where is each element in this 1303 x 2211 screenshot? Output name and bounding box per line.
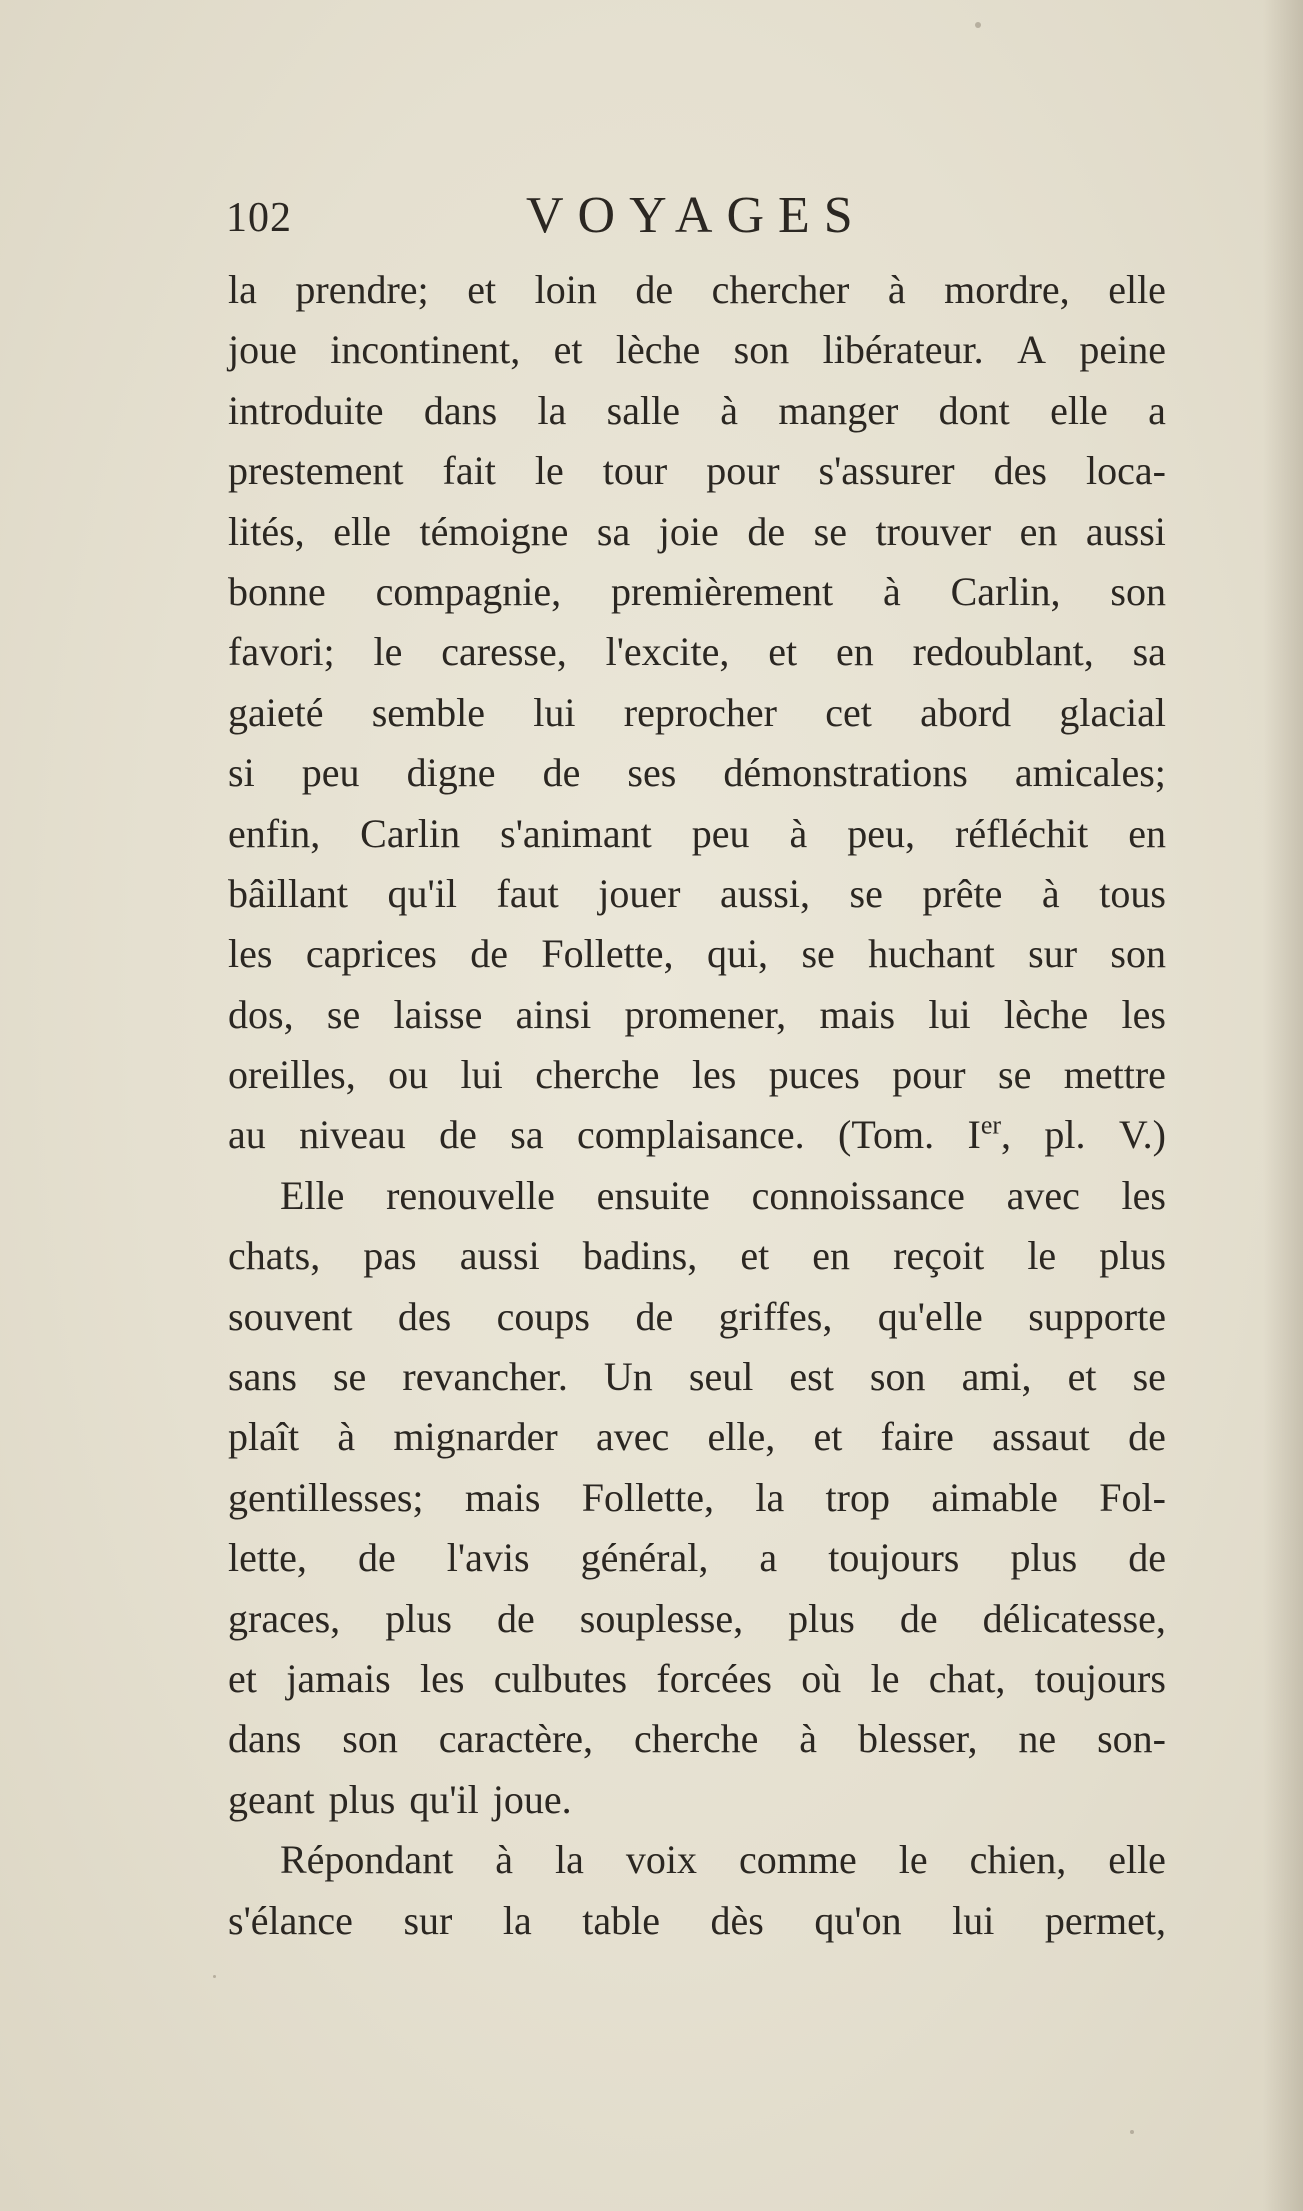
word: Follette, xyxy=(541,931,674,977)
word: dos, xyxy=(228,991,294,1037)
text-line xyxy=(228,1709,1166,1769)
word: digne xyxy=(406,750,496,796)
word: dont xyxy=(938,387,1010,433)
word: elle, xyxy=(707,1414,776,1460)
text-line xyxy=(228,502,1166,562)
word: démonstrations xyxy=(723,750,968,796)
text-line xyxy=(228,985,1166,1045)
text-line xyxy=(228,864,1166,924)
word: pour xyxy=(892,1052,966,1098)
word: chien, xyxy=(969,1837,1067,1883)
word: se xyxy=(1132,1354,1166,1400)
word: jouer xyxy=(598,870,681,916)
word: Follette, xyxy=(581,1474,714,1520)
word: délicatesse, xyxy=(982,1595,1166,1641)
word: et xyxy=(553,327,583,373)
word: table xyxy=(582,1897,660,1943)
word: reçoit xyxy=(893,1233,985,1279)
word: niveau xyxy=(299,1112,406,1158)
word: introduite xyxy=(228,387,384,433)
word: voix xyxy=(625,1837,698,1883)
word: en xyxy=(1128,810,1166,856)
text-line xyxy=(228,1770,1166,1830)
word: plaît xyxy=(228,1414,300,1460)
word: caprices xyxy=(305,931,437,977)
word: des xyxy=(993,448,1047,494)
word: la xyxy=(755,1474,785,1520)
word: s'élance xyxy=(228,1897,353,1943)
word: dans xyxy=(228,1716,302,1762)
word: qui, xyxy=(706,931,769,977)
text-line xyxy=(228,1830,1166,1890)
word: les xyxy=(1121,1172,1166,1218)
word: son xyxy=(1110,931,1166,977)
word: à xyxy=(337,1414,356,1460)
word: si xyxy=(228,750,255,796)
word: blesser, xyxy=(857,1716,978,1762)
word: bâillant xyxy=(228,870,348,916)
text-line xyxy=(228,381,1166,441)
word: sur xyxy=(403,1897,453,1943)
word: lèche xyxy=(1003,991,1089,1037)
word: qu'il xyxy=(409,1776,479,1822)
word: à xyxy=(887,267,906,312)
word: pas xyxy=(363,1233,417,1279)
word: Un xyxy=(603,1354,653,1400)
word: caresse, xyxy=(441,629,567,675)
text-line xyxy=(228,1045,1166,1105)
word: ainsi xyxy=(515,991,592,1037)
word: le xyxy=(870,1655,900,1701)
word: cet xyxy=(825,689,872,735)
word: sa xyxy=(510,1112,544,1158)
word: prendre; xyxy=(295,267,429,312)
word: sa xyxy=(1132,629,1166,675)
word: redoublant, xyxy=(912,629,1094,675)
word: pl. xyxy=(1044,1112,1086,1158)
word: bonne xyxy=(228,568,326,614)
word: dans xyxy=(423,387,498,433)
word: cherche xyxy=(535,1052,660,1098)
word: son xyxy=(733,327,790,373)
word: manger xyxy=(778,387,899,433)
word: le xyxy=(898,1837,928,1883)
word: son xyxy=(869,1354,926,1400)
word: l'excite, xyxy=(605,629,730,675)
word: la xyxy=(502,1897,532,1943)
word: fait xyxy=(442,448,496,494)
word: aimable xyxy=(931,1474,1058,1520)
word: forcées xyxy=(656,1655,772,1701)
word: ami, xyxy=(961,1354,1032,1400)
word: jamais xyxy=(286,1655,391,1701)
word: permet, xyxy=(1044,1897,1166,1943)
word: culbutes xyxy=(493,1655,628,1701)
word: toujours xyxy=(828,1535,960,1581)
text-line xyxy=(228,743,1166,803)
word: de xyxy=(470,931,508,977)
word: et xyxy=(768,629,798,675)
word: aussi xyxy=(459,1233,540,1279)
page-edge-shadow xyxy=(1263,0,1303,2211)
word: chats, xyxy=(228,1233,321,1279)
paper-speck xyxy=(1130,2130,1134,2134)
text-line xyxy=(228,320,1166,380)
word: son xyxy=(1110,568,1166,614)
word: badins, xyxy=(582,1233,698,1279)
word: abord xyxy=(920,689,1012,735)
word: aussi xyxy=(1085,508,1166,554)
word: supporte xyxy=(1028,1293,1166,1339)
text-line xyxy=(228,1226,1166,1286)
word: mordre, xyxy=(944,267,1070,312)
word: puces xyxy=(768,1052,860,1098)
word: à xyxy=(789,810,808,856)
word: souvent xyxy=(228,1293,353,1339)
word: et xyxy=(1067,1354,1097,1400)
word: de xyxy=(635,1293,674,1339)
word: où xyxy=(801,1655,842,1701)
word: promener, xyxy=(624,991,787,1037)
word: lette, xyxy=(228,1535,307,1581)
word: le xyxy=(373,629,403,675)
word: peu xyxy=(691,810,750,856)
word: de xyxy=(1128,1414,1166,1460)
word: trop xyxy=(825,1474,890,1520)
paper-speck xyxy=(975,22,981,28)
word: se xyxy=(998,1052,1032,1098)
word: trouver xyxy=(875,508,992,554)
word: est xyxy=(789,1354,834,1400)
word: elle xyxy=(1108,1837,1166,1883)
text-line xyxy=(228,441,1166,501)
word: se xyxy=(332,1354,367,1400)
word: incontinent, xyxy=(330,327,521,373)
word: se xyxy=(801,931,835,977)
text-line xyxy=(228,1347,1166,1407)
word: complaisance. xyxy=(576,1112,805,1158)
word: laisse xyxy=(393,991,483,1037)
word: de xyxy=(747,508,786,554)
word: joue xyxy=(228,327,297,373)
body-text xyxy=(228,260,1166,1951)
word: avec xyxy=(595,1414,670,1460)
word: huchant xyxy=(868,931,995,977)
text-line xyxy=(228,260,1166,320)
page-header xyxy=(226,186,1166,246)
word: a xyxy=(1148,387,1166,433)
word: prestement xyxy=(228,448,404,494)
text-line xyxy=(228,1528,1166,1588)
word: Ier, xyxy=(967,1111,1012,1158)
word: (Tom. xyxy=(838,1112,935,1158)
word: oreilles, xyxy=(228,1052,356,1098)
word: le xyxy=(1027,1233,1057,1279)
word: son- xyxy=(1097,1716,1166,1762)
word: des xyxy=(397,1293,452,1339)
word: son xyxy=(342,1716,398,1762)
word: Carlin, xyxy=(950,568,1061,614)
text-line xyxy=(228,683,1166,743)
text-line xyxy=(228,1589,1166,1649)
word: V.) xyxy=(1118,1112,1166,1158)
word: semble xyxy=(371,689,486,735)
word: mignarder xyxy=(393,1414,558,1460)
text-line xyxy=(228,1649,1166,1709)
word: lèche xyxy=(615,327,701,373)
word: souplesse, xyxy=(579,1595,744,1641)
text-line xyxy=(228,1287,1166,1347)
word: s'assurer xyxy=(818,448,955,494)
word: à xyxy=(720,387,739,433)
word: sa xyxy=(596,508,631,554)
word: peine xyxy=(1079,327,1166,373)
text-line xyxy=(228,924,1166,984)
word: A xyxy=(1017,327,1046,373)
word: elle xyxy=(333,508,391,554)
word: en xyxy=(1019,508,1058,554)
word: elle xyxy=(1108,267,1166,312)
word: peu, xyxy=(847,810,916,856)
word: qu'il xyxy=(387,870,457,916)
word: les xyxy=(228,931,273,977)
word: mais xyxy=(819,991,896,1037)
word: Carlin xyxy=(360,810,461,856)
text-line xyxy=(228,1891,1166,1951)
word: et xyxy=(813,1414,843,1460)
word: lui xyxy=(533,689,576,735)
word: sur xyxy=(1028,931,1078,977)
word: renouvelle xyxy=(386,1172,555,1218)
word: de xyxy=(439,1112,477,1158)
word: la xyxy=(555,1837,584,1883)
word: Elle xyxy=(280,1172,345,1218)
word: les xyxy=(1121,991,1166,1037)
word: salle xyxy=(606,387,680,433)
word: en xyxy=(836,629,874,675)
word: ou xyxy=(388,1052,429,1098)
text-line xyxy=(228,1166,1166,1226)
word: graces, xyxy=(228,1595,341,1641)
word: ses xyxy=(627,750,677,796)
paper-speck xyxy=(213,1975,216,1978)
word: tour xyxy=(602,448,668,494)
word: de xyxy=(899,1595,938,1641)
word: mettre xyxy=(1063,1052,1166,1098)
word: en xyxy=(812,1233,851,1279)
word: mais xyxy=(464,1474,541,1520)
word: l'avis xyxy=(446,1535,530,1581)
running-title: VOYAGES xyxy=(526,187,867,244)
word: ensuite xyxy=(596,1172,710,1218)
word: lités, xyxy=(228,508,305,554)
text-line xyxy=(228,1407,1166,1467)
word: se xyxy=(849,870,883,916)
word: caractère, xyxy=(438,1716,594,1762)
word: revancher. xyxy=(402,1354,568,1400)
word: connoissance xyxy=(751,1172,965,1218)
word: plus xyxy=(788,1595,855,1641)
word: réfléchit xyxy=(955,810,1089,856)
text-line xyxy=(228,1105,1166,1165)
word: à xyxy=(882,568,901,614)
word: général, xyxy=(580,1535,709,1581)
text-line xyxy=(228,562,1166,622)
word: libérateur. xyxy=(822,327,984,373)
word: ne xyxy=(1018,1716,1057,1762)
word: s'animant xyxy=(500,810,652,856)
word: à xyxy=(799,1716,818,1762)
word: à xyxy=(1041,870,1060,916)
word: lui xyxy=(460,1052,503,1098)
word: peu xyxy=(301,750,360,796)
word: dès xyxy=(710,1897,764,1943)
word: et xyxy=(467,267,497,312)
word: amicales; xyxy=(1014,750,1166,796)
word: plus xyxy=(1099,1233,1166,1279)
word: joue. xyxy=(492,1776,572,1822)
word: les xyxy=(419,1655,465,1701)
word: elle xyxy=(1050,387,1108,433)
text-line xyxy=(228,804,1166,864)
word: Répondant xyxy=(280,1837,454,1883)
word: plus xyxy=(385,1595,452,1641)
word: sans xyxy=(228,1354,297,1400)
word: a xyxy=(759,1535,778,1581)
word: se xyxy=(326,991,361,1037)
word: favori; xyxy=(228,629,335,675)
word: plus xyxy=(328,1776,396,1822)
word: lui xyxy=(952,1897,995,1943)
word: de xyxy=(496,1595,535,1641)
word: lui xyxy=(928,991,971,1037)
word: geant xyxy=(228,1776,315,1822)
word: les xyxy=(691,1052,737,1098)
text-line xyxy=(228,1468,1166,1528)
word: loin xyxy=(534,267,597,312)
word: se xyxy=(813,508,847,554)
word: de xyxy=(1128,1535,1166,1581)
word: chercher xyxy=(711,267,850,312)
word: glacial xyxy=(1059,689,1166,735)
text-line xyxy=(228,622,1166,682)
word: faire xyxy=(880,1414,954,1460)
word: la xyxy=(228,267,257,312)
word: la xyxy=(537,387,567,433)
word: toujours xyxy=(1034,1655,1166,1701)
word: témoigne xyxy=(419,508,569,554)
word: faut xyxy=(496,870,559,916)
word: seul xyxy=(688,1354,754,1400)
word: pour xyxy=(706,448,780,494)
word: comme xyxy=(739,1837,857,1883)
word: coups xyxy=(496,1293,590,1339)
word: au xyxy=(228,1112,266,1158)
word: le xyxy=(534,448,564,494)
word: cherche xyxy=(634,1716,759,1762)
word: compagnie, xyxy=(375,568,562,614)
word: reprocher xyxy=(623,689,777,735)
word: et xyxy=(740,1233,770,1279)
word: tous xyxy=(1099,870,1166,916)
word: et xyxy=(228,1655,257,1701)
word: qu'on xyxy=(814,1897,902,1943)
page-number: 102 xyxy=(226,195,292,241)
word: prête xyxy=(922,870,1003,916)
word: loca- xyxy=(1085,448,1166,494)
word: à xyxy=(495,1837,514,1883)
word: griffes, xyxy=(718,1293,833,1339)
word: chat, xyxy=(928,1655,1006,1701)
word: de xyxy=(357,1535,396,1581)
word: enfin, xyxy=(228,810,321,856)
word: premièrement xyxy=(610,568,834,614)
word: plus xyxy=(1010,1535,1078,1581)
word: assaut xyxy=(992,1414,1090,1460)
word: joie xyxy=(658,508,719,554)
word: gentillesses; xyxy=(228,1474,424,1520)
word: aussi, xyxy=(719,870,810,916)
word: de xyxy=(542,750,581,796)
word: avec xyxy=(1006,1172,1080,1218)
word: qu'elle xyxy=(877,1293,983,1339)
word: de xyxy=(635,267,674,312)
word: gaieté xyxy=(228,689,324,735)
word: Fol- xyxy=(1099,1474,1166,1520)
